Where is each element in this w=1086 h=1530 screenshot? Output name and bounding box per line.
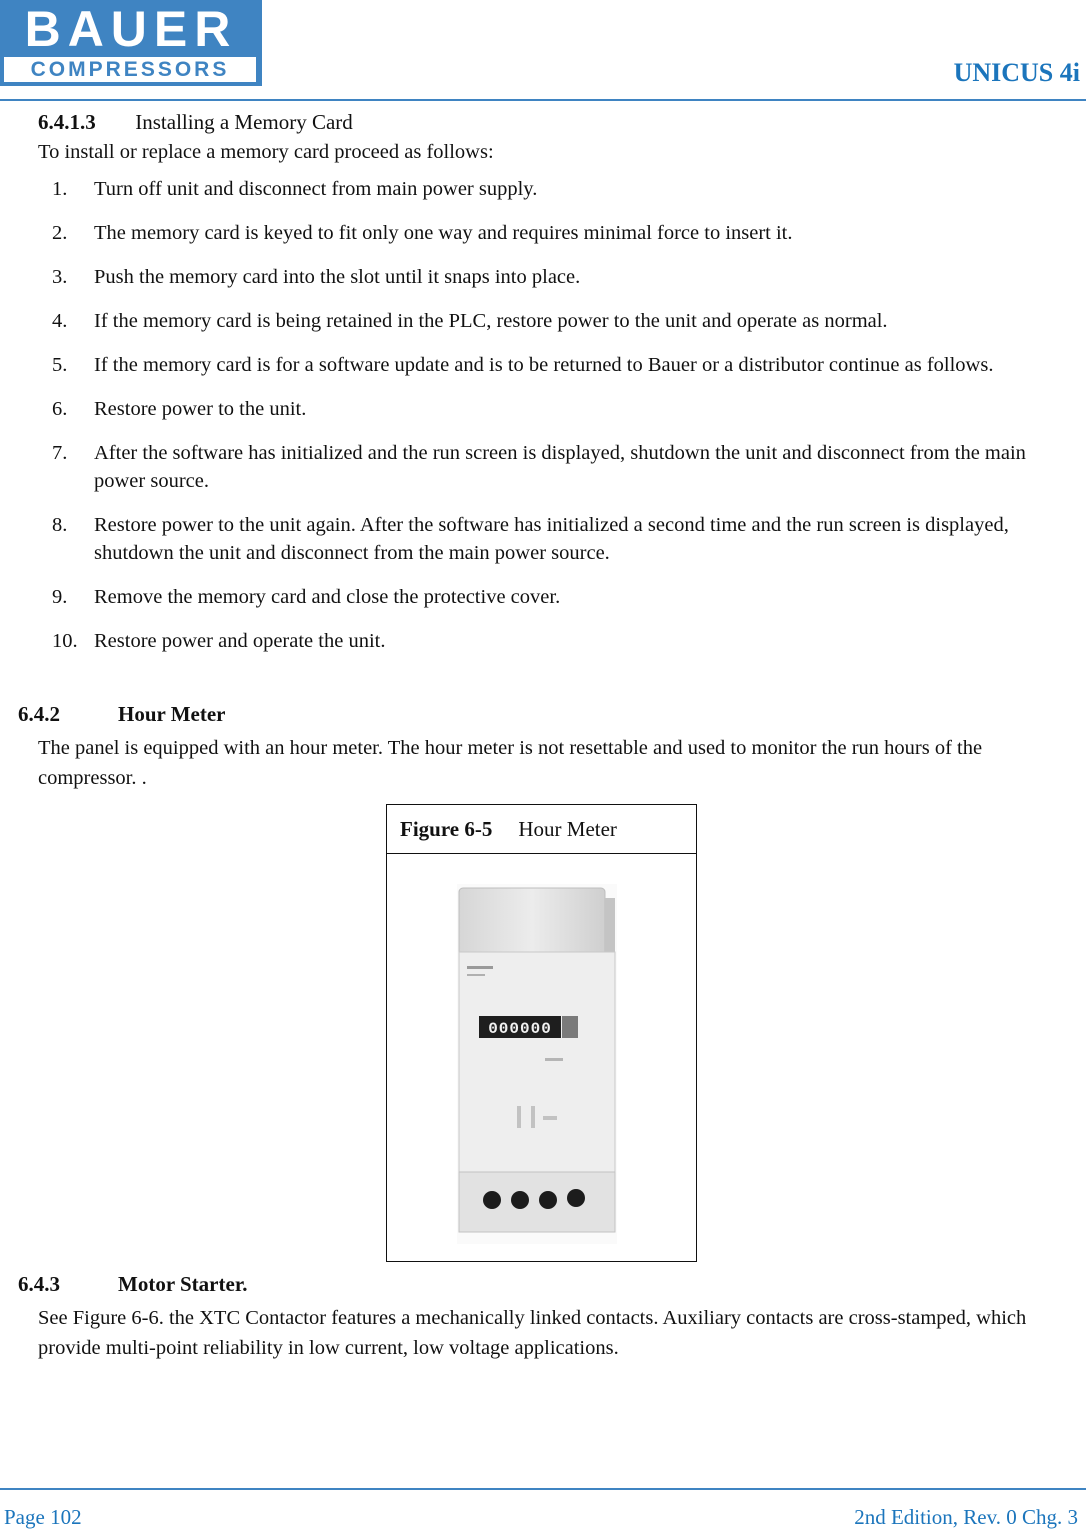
section-body: See Figure 6-6. the XTC Contactor features a mechanically linked contacts. Auxiliary contacts are cross-stamped, which provide multi-point reliability in low current, low voltage applications. [38,1307,1027,1359]
list-item [0,307,1086,335]
figure-label: Figure 6-5 [400,817,493,841]
section-body: The panel is equipped with an hour meter. The hour meter is not resettable and used to monitor the run hours of the compressor. . [38,737,983,789]
step-number: 7. [52,442,68,464]
list-item [0,351,1086,379]
hour-meter-image [387,854,696,1258]
step-text: The memory card is keyed to fit only one way and requires minimal force to insert it. [94,222,793,244]
step-text: After the software has initialized and the run screen is displayed, shutdown the unit and disconnect from the main power source. [94,442,1026,492]
counter-digits: 000000 [488,1020,552,1038]
section-title: Installing a Memory Card [135,110,353,134]
list-item [0,583,1086,611]
step-number: 9. [52,586,68,608]
section-intro: To install or replace a memory card proceed as follows: [38,141,494,163]
step-text: If the memory card is being retained in the PLC, restore power to the unit and operate as normal. [94,310,888,332]
hour-meter-illustration [387,854,696,1258]
step-number: 2. [52,222,68,244]
step-text: Push the memory card into the slot until it snaps into place. [94,266,581,288]
step-number: 5. [52,354,68,376]
section-heading-643 [18,1272,247,1297]
edition-label: 2nd Edition, Rev. 0 Chg. 3 [854,1505,1078,1529]
section-number: 6.4.3 [18,1272,60,1296]
section-title: Motor Starter. [118,1272,248,1296]
figure-hour-meter [386,804,697,1262]
step-number: 10. [52,630,78,652]
section-heading-642 [18,702,225,727]
list-item [0,175,1086,203]
step-number: 6. [52,398,68,420]
step-text: Turn off unit and disconnect from main power supply. [94,178,538,200]
step-number: 1. [52,178,68,200]
step-number: 8. [52,514,68,536]
page-number: Page 102 [4,1505,82,1529]
figure-title: Hour Meter [518,817,617,841]
install-steps-list [0,175,1086,671]
section-number: 6.4.2 [18,702,60,726]
section-heading-6413 [38,110,353,135]
list-item [0,219,1086,247]
list-item [0,511,1086,567]
step-text: If the memory card is for a software update and is to be returned to Bauer or a distributor continue as follows. [94,354,994,376]
list-item [0,439,1086,495]
list-item [0,395,1086,423]
footer-divider [0,1488,1086,1490]
step-text: Remove the memory card and close the protective cover. [94,586,561,608]
header-divider [0,99,1086,101]
step-text: Restore power to the unit. [94,398,307,420]
section-title: Hour Meter [118,702,226,726]
logo-subtitle: COMPRESSORS [4,57,256,82]
list-item [0,263,1086,291]
step-number: 4. [52,310,68,332]
figure-caption [387,805,696,854]
logo-wordmark: BAUER [24,1,238,57]
section-number: 6.4.1.3 [38,110,96,134]
list-item [0,627,1086,655]
step-text: Restore power and operate the unit. [94,630,386,652]
step-number: 3. [52,266,68,288]
bauer-logo [0,0,262,86]
product-title: UNICUS 4i [953,58,1080,87]
step-text: Restore power to the unit again. After the software has initialized a second time and the run screen is displayed, shutdown the unit and disconnect from the main power source. [94,514,1009,564]
